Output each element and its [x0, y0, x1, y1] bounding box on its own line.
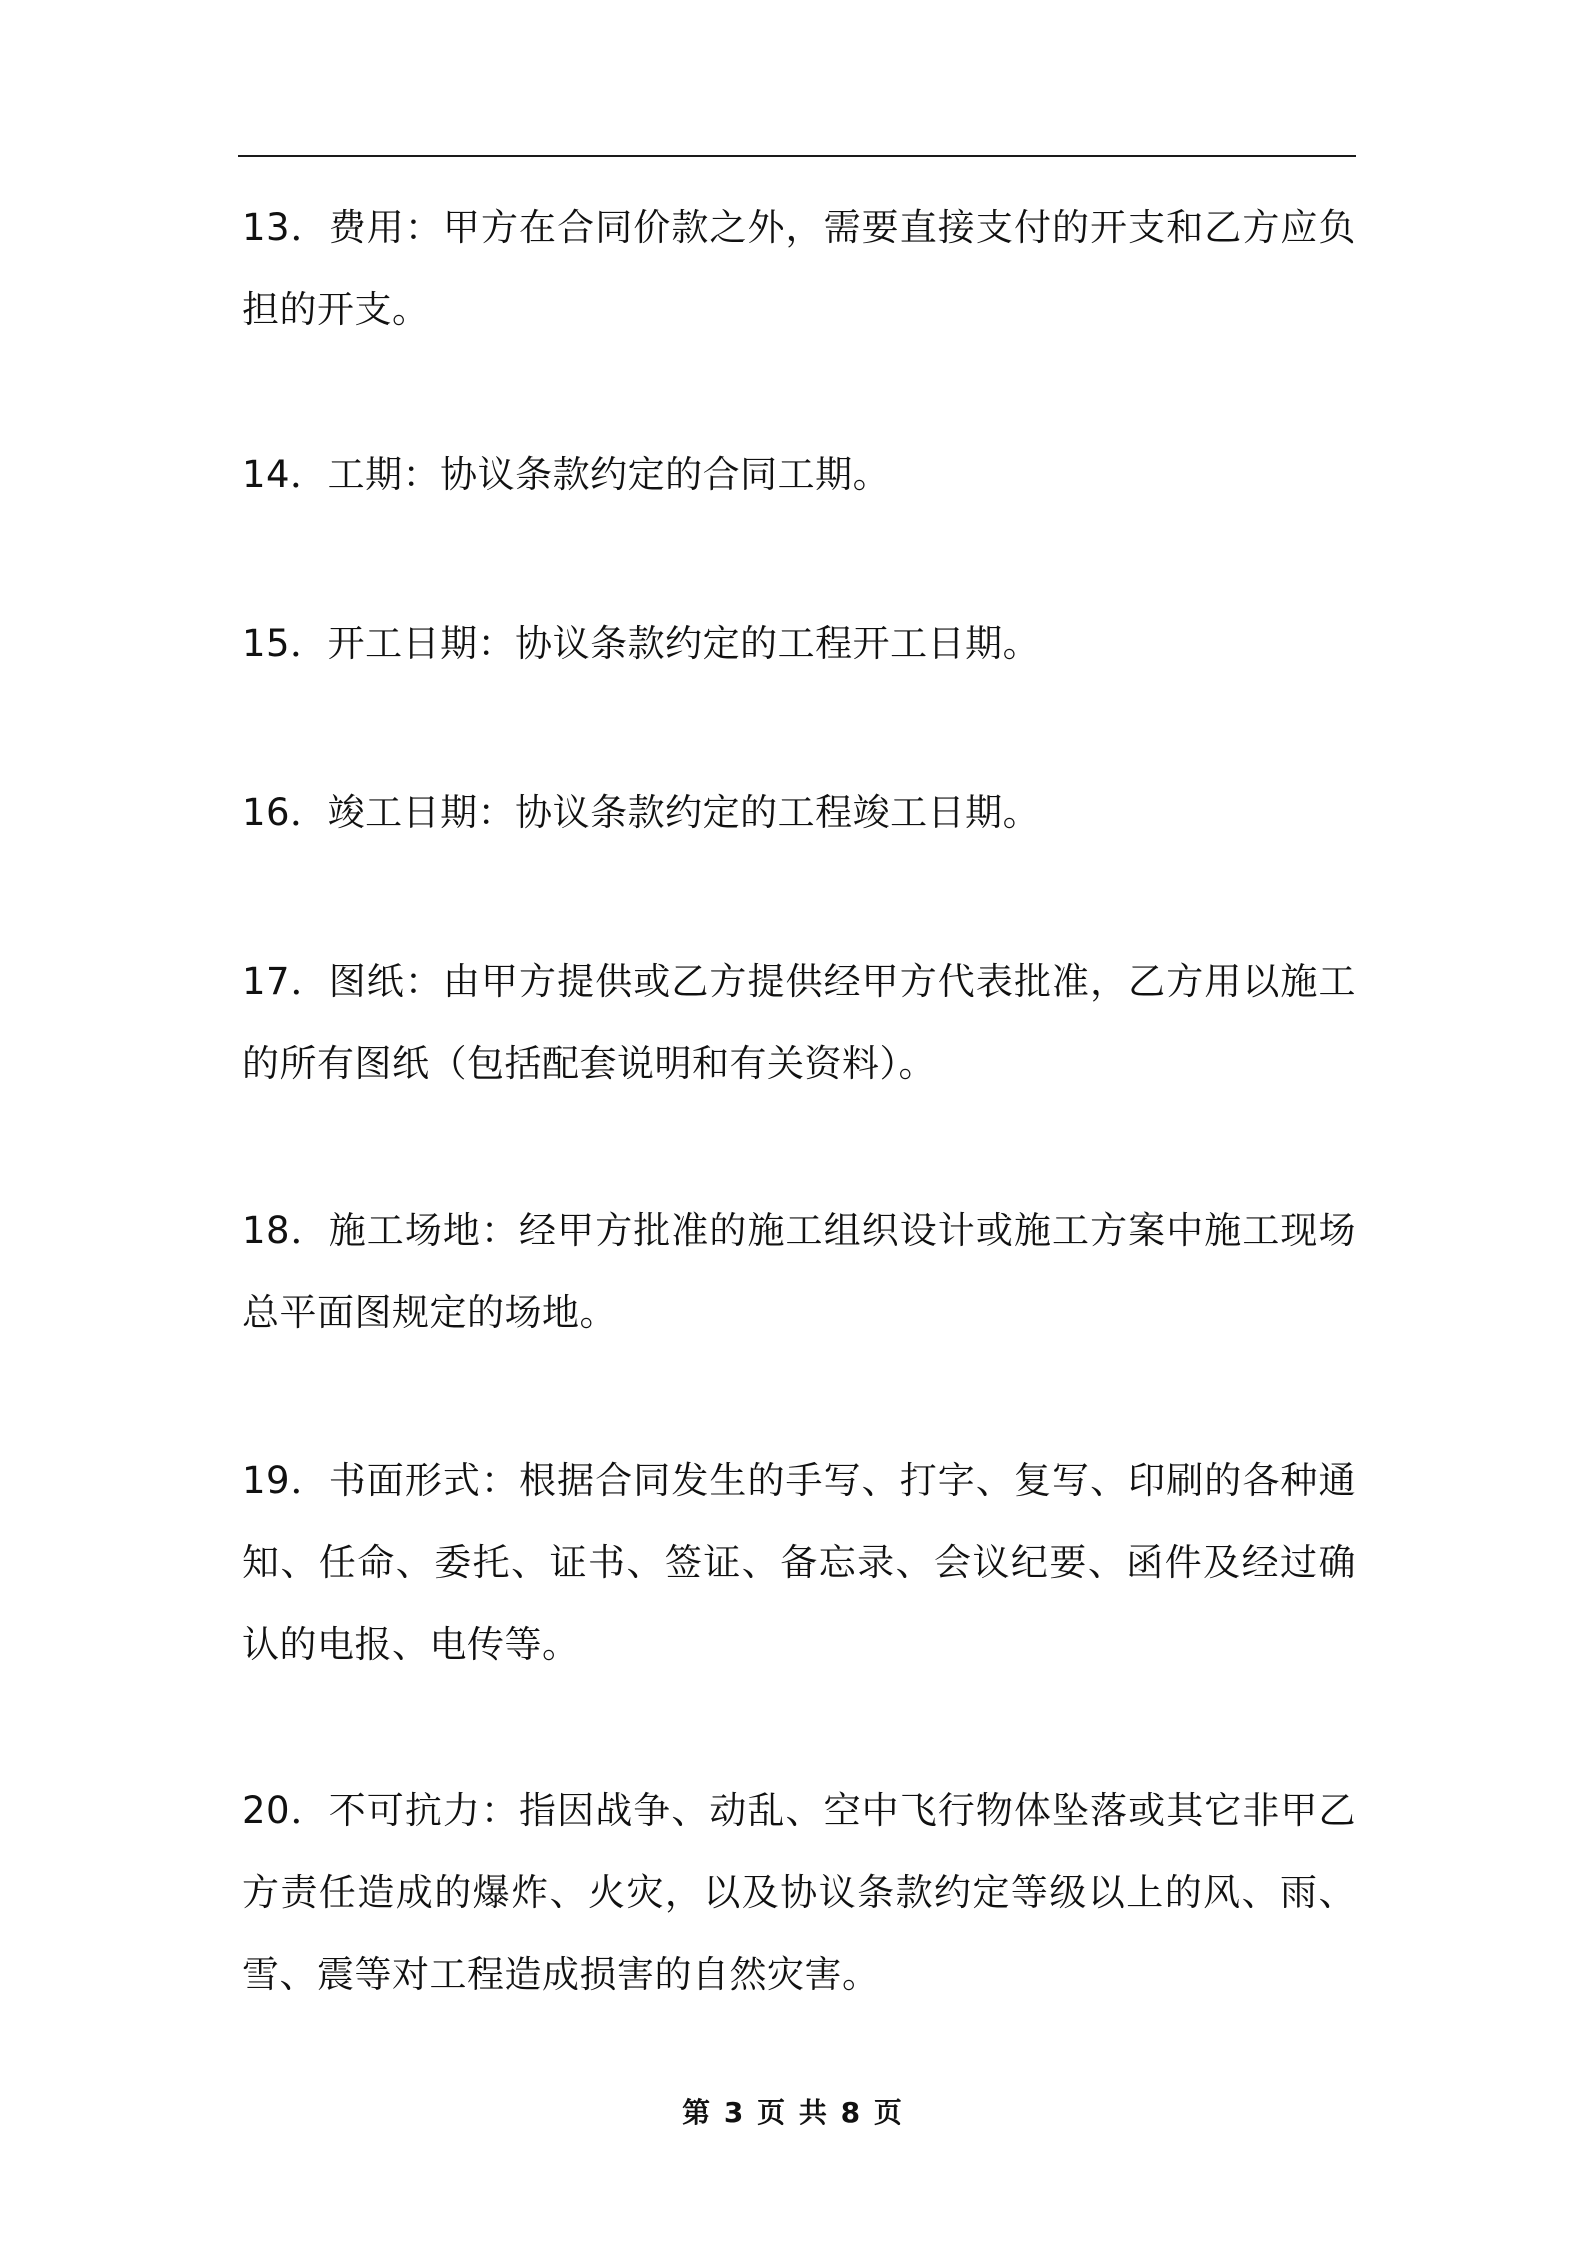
clause-19: 19．书面形式：根据合同发生的手写、打字、复写、印刷的各种通知、任命、委托、证书、签证、备忘录、会议纪要、函件及经过确认的电报、电传等。: [242, 1459, 1356, 1666]
clause-20: 20．不可抗力：指因战争、动乱、空中飞行物体坠落或其它非甲乙方责任造成的爆炸、火灾，以及协议条款约定等级以上的风、雨、雪、震等对工程造成损害的自然灾害。: [242, 1789, 1356, 1996]
clause-15: 15．开工日期：协议条款约定的工程开工日期。: [242, 622, 1041, 665]
clause-17: 17．图纸：由甲方提供或乙方提供经甲方代表批准，乙方用以施工的所有图纸（包括配套说明和有关资料）。: [242, 960, 1356, 1085]
clause-18: 18．施工场地：经甲方批准的施工组织设计或施工方案中施工现场总平面图规定的场地。: [242, 1209, 1356, 1334]
clause-16: 16．竣工日期：协议条款约定的工程竣工日期。: [242, 791, 1041, 834]
clause-14: 14．工期：协议条款约定的合同工期。: [242, 453, 891, 496]
clause-13: 13．费用：甲方在合同价款之外，需要直接支付的开支和乙方应负担的开支。: [242, 206, 1356, 331]
page-number-footer: 第 3 页 共 8 页: [682, 2096, 904, 2129]
header-rule: [238, 155, 1356, 157]
